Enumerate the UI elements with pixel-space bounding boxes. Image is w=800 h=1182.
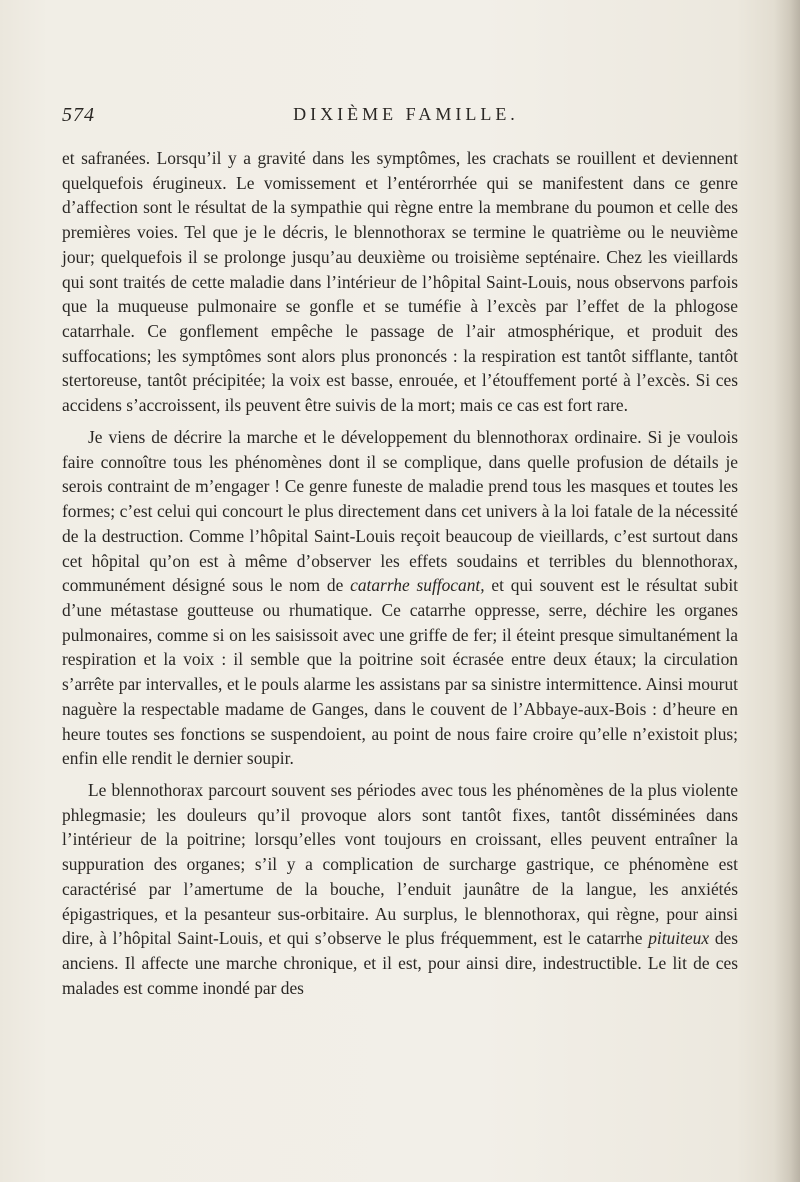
- page-gutter-shadow: [774, 0, 800, 1182]
- page-number: 574: [62, 104, 95, 126]
- paragraph-2-text-b: et qui souvent est le résultat subit d’une métastase goutteuse ou rhumatique. Ce catarrhe oppresse, serre, déchire les organes pulmonaires, comme si on les saisissoit avec une griffe de fer; il éteint presque simultanément la respiration et la voix : il semble que la poitrine soit écrasée entre deux étaux; la circulation s’arrête par intervalles, et le pouls alarme les assistans par sa sinistre intermittence. Ainsi mourut naguère la respectable madame de Ganges, dans le couvent de l’Abbaye-aux-Bois : d’heure en heure toutes ses fonctions se suspendoient, au point de nous faire croire qu’elle n’existoit plus; enfin elle rendit le dernier soupir.: [62, 575, 738, 769]
- paragraph-3: [62, 778, 738, 1000]
- paragraph-1-text: et safranées. Lorsqu’il y a gravité dans les symptômes, les crachats se rouillent et deviennent quelquefois érugineux. Le vomissement et l’entérorrhée qui se manifestent dans ce genre d’affection sont le résultat de la sympathie qui règne entre la membrane du poumon et celle des premières voies. Tel que je le décris, le blennothorax se termine le quatrième ou le neuvième jour; quelquefois il se prolonge jusqu’au deuxième ou troisième septénaire. Chez les vieillards qui sont traités de cette maladie dans l’intérieur de l’hôpital Saint-Louis, nous observons parfois que la muqueuse pulmonaire se gonfle et se tuméfie à l’excès par l’effet de la phlogose catarrhale. Ce gonflement empêche le passage de l’air atmosphérique, et produit des suffocations; les symptômes sont alors plus prononcés : la respiration est tantôt sifflante, tantôt stertoreuse, tantôt précipitée; la voix est basse, enrouée, et l’étouffement porté à l’excès. Si ces accidens s’accroissent, ils peuvent être suivis de la mort; mais ce cas est fort rare.: [62, 148, 738, 416]
- paragraph-3-text-a: Le blennothorax parcourt souvent ses périodes avec tous les phénomènes de la plus violente phlegmasie; les douleurs qu’il provoque alors sont tantôt fixes, tantôt disséminées dans l’intérieur de la poitrine; lorsqu’elles vont toujours en croissant, elles peuvent entraîner la suppuration des organes; s’il y a complication de surcharge gastrique, ce phénomène est caractérisé par l’amertume de la bouche, l’enduit jaunâtre de la langue, les anxiétés épigastriques, et la pesanteur sus-orbitaire. Au surplus, le blennothorax, qui règne, pour ainsi dire, à l’hôpital Saint-Louis, et qui s’observe le plus fréquemment, est le catarrhe: [62, 779, 738, 949]
- paragraph-2-text-a: Je viens de décrire la marche et le développement du blennothorax ordinaire. Si je voulois faire connoître tous les phénomènes dont il se complique, dans quelle profusion de détails je serois contraint de m’engager ! Ce genre funeste de maladie prend tous les masques et toutes les formes; c’est celui qui concourt le plus directement dans cet univers à la loi fatale de la nécessité de la destruction. Comme l’hôpital Saint-Louis reçoit beaucoup de vieillards, c’est surtout dans cet hôpital qu’on est à même d’observer les effets soudains et terribles du blennothorax, communément désigné sous le nom de: [62, 426, 738, 596]
- paragraph-2-italic-term: catarrhe suffocant,: [350, 575, 485, 596]
- paragraph-3-italic-term: pituiteux: [648, 928, 710, 949]
- body-text: [62, 146, 738, 1000]
- paragraph-3-text-b: des anciens. Il affecte une marche chronique, et il est, pour ainsi dire, indestructible. Le lit de ces malades est comme inondé par des: [62, 928, 738, 998]
- running-head: [0, 100, 800, 130]
- paragraph-2: [62, 425, 738, 771]
- paragraph-1: [62, 146, 738, 418]
- running-title: DIXIÈME FAMILLE.: [293, 104, 519, 124]
